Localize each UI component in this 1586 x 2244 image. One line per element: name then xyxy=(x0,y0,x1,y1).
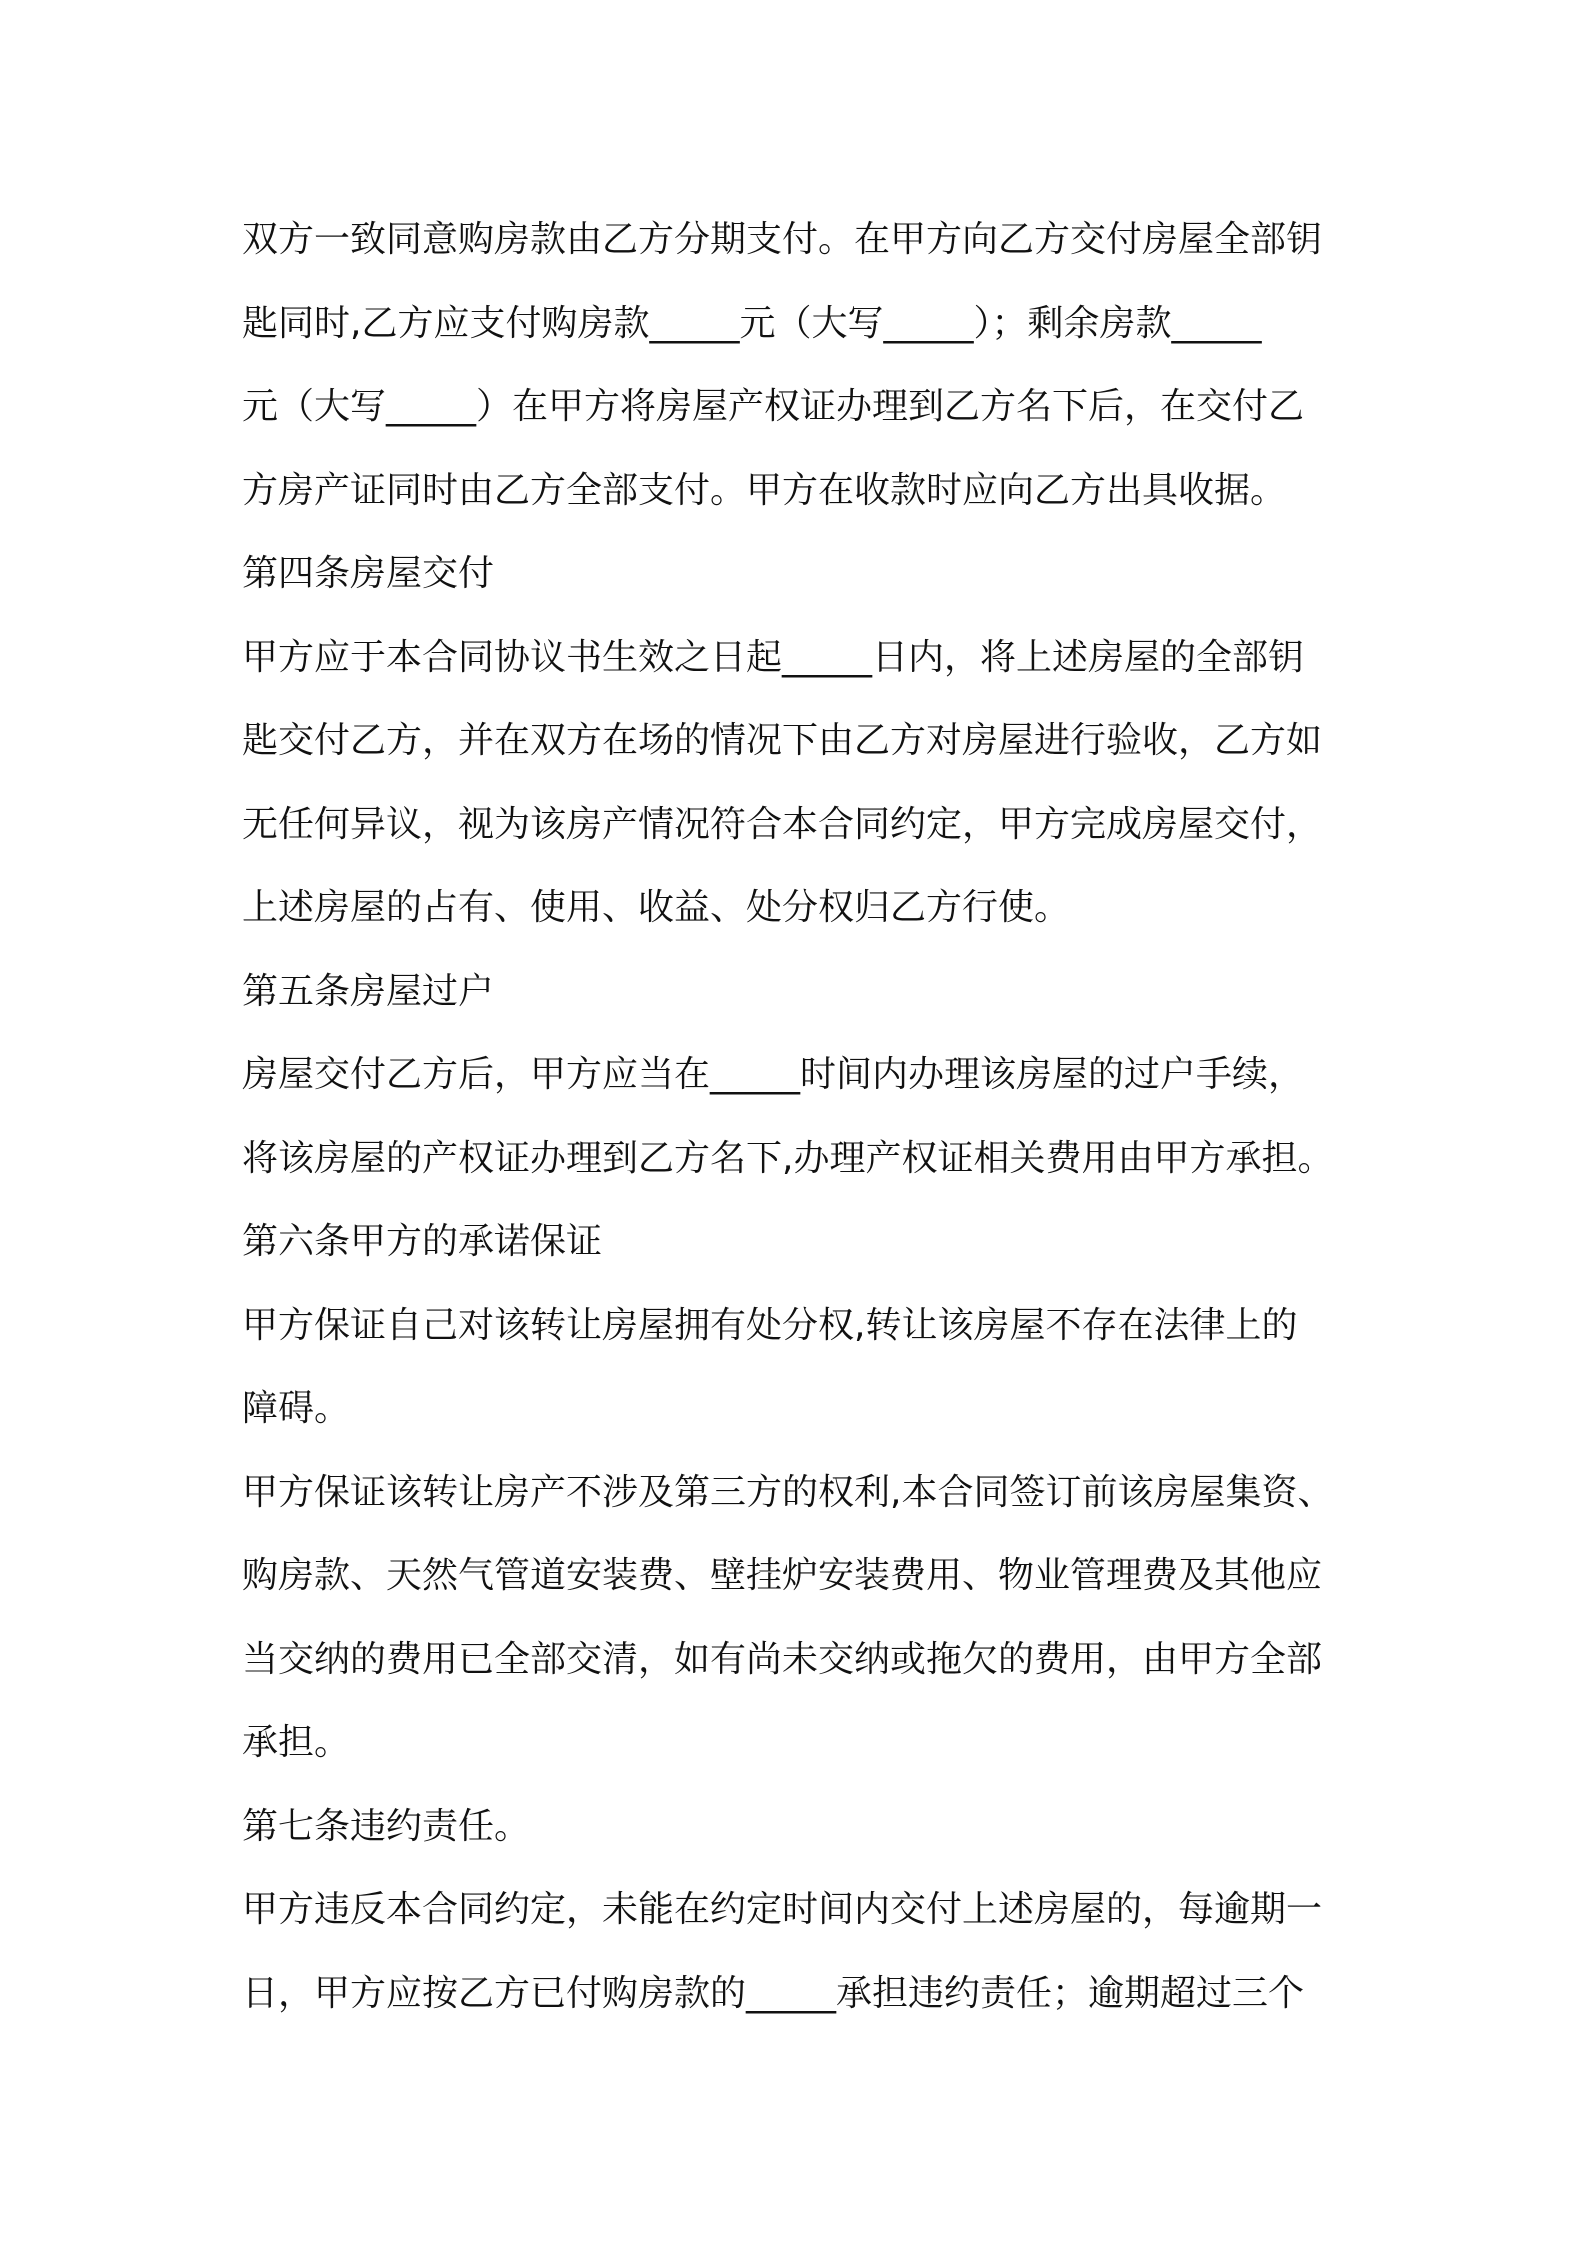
section-heading: 第六条甲方的承诺保证 xyxy=(242,1221,603,1262)
section-heading: 第五条房屋过户 xyxy=(242,970,495,1012)
contract-text xyxy=(242,198,1382,2035)
text-line: 甲方保证该转让房产不涉及第三方的权利,本合同签订前该房屋集资、 xyxy=(242,1471,1334,1513)
text-line: 双方一致同意购房款由乙方分期支付。在甲方向乙方交付房屋全部钥 xyxy=(242,219,1323,260)
text-line: 上述房屋的占有、使用、收益、处分权归乙方行使。 xyxy=(242,887,1071,928)
section-heading: 第七条违约责任。 xyxy=(242,1805,531,1847)
text-line: 房屋交付乙方后，甲方应当在_____时间内办理该房屋的过户手续， xyxy=(242,1054,1305,1095)
text-line: 匙同时,乙方应支付购房款_____元（大写_____）；剩余房款_____ xyxy=(242,302,1262,344)
text-line: 匙交付乙方，并在双方在场的情况下由乙方对房屋进行验收，乙方如 xyxy=(242,720,1323,761)
text-line: 甲方违反本合同约定，未能在约定时间内交付上述房屋的，每逾期一 xyxy=(242,1889,1323,1930)
text-line: 无任何异议，视为该房产情况符合本合同约定，甲方完成房屋交付， xyxy=(242,803,1323,845)
text-line: 甲方应于本合同协议书生效之日起_____日内，将上述房屋的全部钥 xyxy=(242,636,1305,678)
text-line: 当交纳的费用已全部交清，如有尚未交纳或拖欠的费用，由甲方全部 xyxy=(242,1638,1323,1680)
text-line: 方房产证同时由乙方全部支付。甲方在收款时应向乙方出具收据。 xyxy=(242,469,1287,511)
text-line: 将该房屋的产权证办理到乙方名下,办理产权证相关费用由甲方承担。 xyxy=(242,1137,1334,1179)
text-line: 承担。 xyxy=(242,1722,351,1763)
text-line: 甲方保证自己对该转让房屋拥有处分权,转让该房屋不存在法律上的 xyxy=(242,1304,1298,1346)
text-line: 障碍。 xyxy=(242,1388,351,1429)
text-line: 购房款、天然气管道安装费、壁挂炉安装费用、物业管理费及其他应 xyxy=(242,1555,1323,1596)
text-line: 日，甲方应按乙方已付购房款的_____承担违约责任；逾期超过三个 xyxy=(242,1972,1305,2014)
text-line: 元（大写_____）在甲方将房屋产权证办理到乙方名下后，在交付乙 xyxy=(242,386,1305,427)
section-heading: 第四条房屋交付 xyxy=(242,553,495,594)
